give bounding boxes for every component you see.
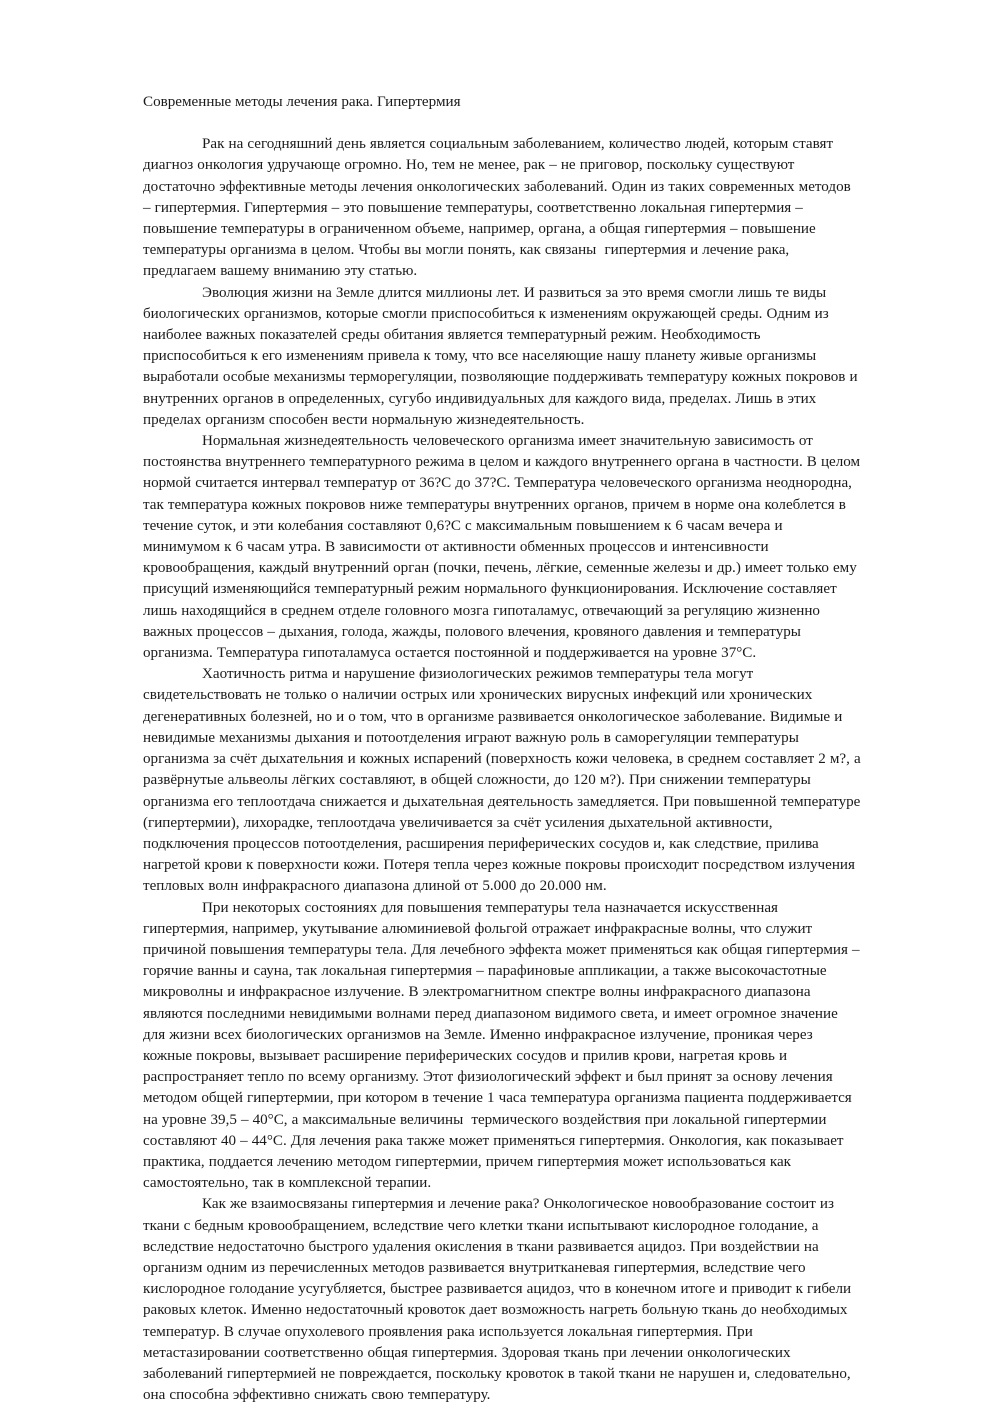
paragraph-4: Хаотичность ритма и нарушение физиологических режимов температуры тела могут свидетельствовать не только о наличии острых или хронических вирусных инфекций или хронических дегенеративных болезней, но и о том, что в организме развивается онкологическое заболевание. Видимые и невидимые механизмы дыхания и потоотделения играют важную роль в саморегуляции температуры организма за счёт дыхательния и кожных испарений (поверхность кожи человека, в среднем составляет 2 м?, а развёрнутые альвеолы лёгких составляют, в общей сложности, до 120 м?). При снижении температуры организма его теплоотдача снижается и дыхательная деятельность замедляется. При повышенной температуре (гипертермии), лихорадке, теплоотдача увеличивается за счёт усиления дыхательной активности, подключения процессов потоотделения, расширения периферических сосудов и, как следствие, прилива нагретой крови к поверхности кожи. Потеря тепла через кожные покровы происходит посредством излучения тепловых волн инфракрасного диапазона длиной от 5.000 до 20.000 нм.	[143, 666, 865, 895]
document-text-body	[143, 92, 865, 1406]
paragraph-6: Как же взаимосвязаны гипертермия и лечение рака? Онкологическое новообразование состоит из ткани с бедным кровообращением, вследствие чего клетки ткани испытывают кислородное голодание, а вследствие недостаточно быстрого удаления окисления в ткани развивается ацидоз. При воздействии на организм одним из перечисленных методов развивается внутритканевая гипертермия, вследствие чего кислородное голодание усугубляется, быстрее развивается ацидоз, что в конечном итоге и приводит к гибели раковых клеток. Именно недостаточный кровоток дает возможность нагреть больную ткань до необходимых температур. В случае опухолевого проявления рака используется локальная гипертермия. При метастазировании соответственно общая гипертермия. Здоровая ткань при лечении онкологических заболеваний гипертермией не повреждается, поскольку кровоток в такой ткани не нарушен и, следовательно, она способна эффективно снижать свою температуру.	[143, 1196, 856, 1404]
paragraph-3: Нормальная жизнедеятельность человеческого организма имеет значительную зависимость от постоянства внутреннего температурного режима в целом и каждого внутреннего органа в частности. В целом нормой считается интервал температур от 36?С до 37?С. Температура человеческого организма неоднородна, так температура кожных покровов ниже температуры внутренних органов, причем в норме она колеблется в течение суток, и эти колебания составляют 0,6?С с максимальным повышением к 6 часам вечера и минимумом к 6 часам утра. В зависимости от активности обменных процессов и интенсивности кровообращения, каждый внутренний орган (почки, печень, лёгкие, семенные железы и др.) имеет только ему присущий изменяющийся температурный режим нормального функционирования. Исключение составляет лишь находящийся в среднем отделе головного мозга гипоталамус, отвечающий за регуляцию жизненно важных процессов – дыхания, голода, жажды, полового влечения, кровяного давления и температуры организма. Температура гипоталамуса остается постоянной и поддерживается на уровне 37°С.	[143, 433, 865, 662]
paragraph-1: Рак на сегодняшний день является социальным заболеванием, количество людей, которым ставят диагноз онкология удручающе огромно. Но, тем не менее, рак – не приговор, поскольку существуют достаточно эффективные методы лечения онкологических заболеваний. Один из таких современных методов – гипертермия. Гипертермия – это повышение температуры, соответственно локальная гипертермия – повышение температуры в ограниченном объеме, например, органа, а общая гипертермия – повышение температуры организма в целом. Чтобы вы могли понять, как связаны гипертермия и лечение рака, предлагаем вашему вниманию эту статью.	[143, 136, 855, 280]
document-title: Современные методы лечения рака. Гипертермия	[143, 94, 461, 110]
paragraph-2: Эволюция жизни на Земле длится миллионы лет. И развиться за это время смогли лишь те виды биологических организмов, которые смогли приспособиться к изменениям окружающей среды. Одним из наиболее важных показателей среды обитания является температурный режим. Необходимость приспособиться к его изменениям привела к тому, что все населяющие нашу планету живые организмы выработали особые механизмы терморегуляции, позволяющие поддерживать температуру кожных покровов и внутренних органов в определенных, сугубо индивидуальных для каждого вида, пределах. Лишь в этих пределах организм способен вести нормальную жизнедеятельность.	[143, 284, 862, 428]
paragraph-5: При некоторых состояниях для повышения температуры тела назначается искусственная гипертермия, например, укутывание алюминиевой фольгой отражает инфракрасные волны, что служит причиной повышения температуры тела. Для лечебного эффекта может применяться как общая гипертермия – горячие ванны и сауна, так локальная гипертермия – парафиновые аппликации, а также высокочастотные микроволны и инфракрасное излучение. В электромагнитном спектре волны инфракрасного диапазона являются последними невидимыми волнами перед диапазоном видимого света, и имеет огромное значение для жизни всех биологических организмов на Земле. Именно инфракрасное излучение, проникая через кожные покровы, вызывает расширение периферических сосудов и прилив крови, нагретая кровь и распространяет тепло по всему организму. Этот физиологический эффект и был принят за основу лечения методом общей гипертермии, при котором в течение 1 часа температура организма пациента поддерживается на уровне 39,5 – 40°С, а максимальные величины термического воздействия при локальной гипертермии составляют 40 – 44°С. Для лечения рака также может применяться гипертермия. Онкология, как показывает практика, поддается лечению методом гипертермии, причем гипертермия может использоваться как самостоятельно, так в комплексной терапии.	[143, 899, 864, 1192]
